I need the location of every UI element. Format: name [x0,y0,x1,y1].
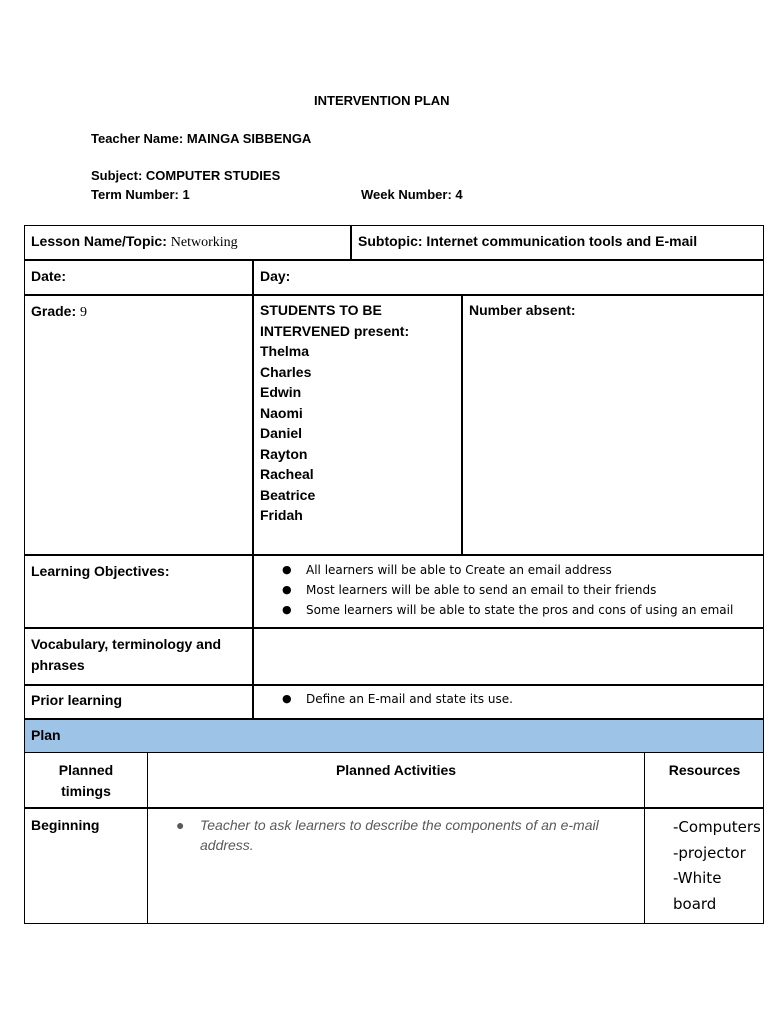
row-divider [24,684,764,686]
student-name: Daniel [260,425,303,441]
activity-bullet-icon: ● [176,817,185,833]
resource-item: board [673,894,717,913]
plan-band [25,720,763,752]
term-number: Term Number: 1 [91,187,190,202]
subtopic: Subtopic: Internet communication tools and E-mail [358,233,698,249]
students-cell [260,300,409,526]
col-header-resources: Resources [668,762,741,778]
bullet-icon: ● [282,563,292,576]
row-divider [24,294,764,296]
student-name: Thelma [260,343,310,359]
plan-label: Plan [31,727,61,743]
col-divider [252,259,254,719]
student-name: Charles [260,363,312,380]
date-label: Date: [31,268,67,284]
student-name: Naomi [260,404,303,421]
student-name: Fridah [260,507,303,523]
row-divider [24,259,764,261]
row-divider [24,627,764,629]
resources-list [673,815,761,917]
col-divider [350,225,352,260]
week-number: Week Number: 4 [361,187,463,202]
bullet-icon: ● [282,692,292,705]
teacher-name: Teacher Name: MAINGA SIBBENGA [91,131,312,146]
student-name: Racheal [260,466,314,482]
grade-value: 9 [80,305,88,320]
day-label: Day: [260,268,291,284]
bullet-icon: ● [282,603,292,616]
grade-label: Grade: [31,303,77,319]
bullet-icon: ● [282,583,292,596]
activity-item: Teacher to ask learners to describe the components of an e-mail address. [200,817,599,853]
resource-item: -projector [673,843,746,862]
prior-learning-label: Prior learning [31,692,123,708]
topic-label: Lesson Name/Topic: [31,233,167,249]
topic-cell [31,231,238,254]
col-header-activities: Planned Activities [335,762,457,778]
row-divider [24,752,764,753]
number-absent-label: Number absent: [469,302,576,318]
col-divider [461,294,463,555]
vocabulary-label: Vocabulary, terminology and phrases [31,636,222,673]
row-divider [24,807,764,809]
col-header-timings: Planned timings [58,762,114,799]
document-title: INTERVENTION PLAN [314,93,450,108]
students-heading: INTERVENED present: [260,322,410,339]
resource-item: -Computers [673,818,761,836]
student-name: Rayton [260,445,308,462]
subject: Subject: COMPUTER STUDIES [91,168,281,183]
objectives-label: Learning Objectives: [31,563,170,579]
student-name: Beatrice [260,486,316,503]
timing-beginning: Beginning [31,817,100,833]
students-heading: STUDENTS TO BE [260,302,382,318]
resource-item: -White [673,869,722,887]
grade-cell [31,301,87,324]
topic-value: Networking [170,235,238,250]
student-name: Edwin [260,384,302,400]
row-divider [24,554,764,556]
